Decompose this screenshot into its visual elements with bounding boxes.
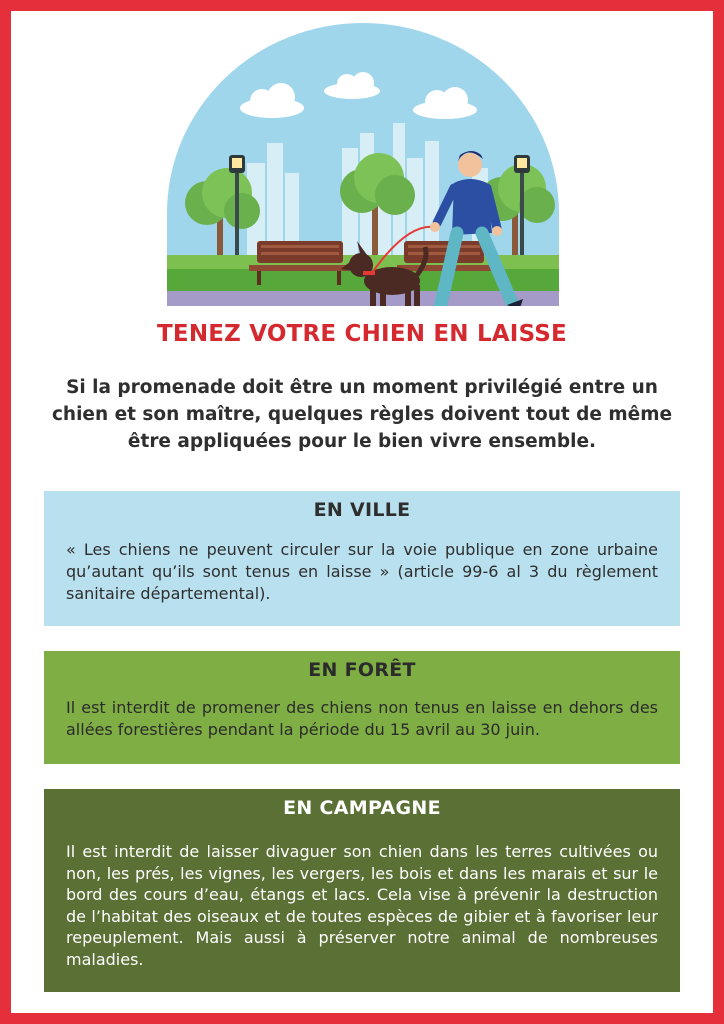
section-heading: EN VILLE (313, 499, 411, 521)
section-text: Il est interdit de laisser divaguer son chien dans les terres cultivées ou non, les prés, les vignes, les vergers, les bois et dans les marais et sur le bord des cours d’eau, étangs et lacs. Cela vise à prévenir la destruction de l’habitat des oiseaux et de toutes espèces de gibier et à favoriser leur repeuplement. Mais aussi à préserver notre animal de nombreuses maladies. (66, 842, 658, 969)
section-en-campagne (44, 789, 680, 992)
page-title: TENEZ VOTRE CHIEN EN LAISSE (157, 321, 567, 347)
section-heading: EN FORÊT (308, 659, 416, 681)
poster-frame (11, 11, 713, 1013)
intro-text: Si la promenade doit être un moment privilégié entre un chien et son maître, quelques règles doivent tout de même être appliquées pour le bien vivre ensemble. (51, 377, 673, 452)
section-heading: EN CAMPAGNE (283, 797, 441, 819)
path (167, 291, 559, 306)
section-en-ville (44, 491, 680, 626)
section-text: Il est interdit de promener des chiens non tenus en laisse en dehors des allées forestières pendant la période du 15 avril au 30 juin. (66, 698, 658, 739)
section-en-foret (44, 651, 680, 764)
park-dog-walk-illustration (167, 23, 559, 333)
section-text: « Les chiens ne peuvent circuler sur la voie publique en zone urbaine qu’autant qu’ils sont tenus en laisse » (article 99-6 al 3 du règlement sanitaire départemental). (66, 540, 658, 603)
